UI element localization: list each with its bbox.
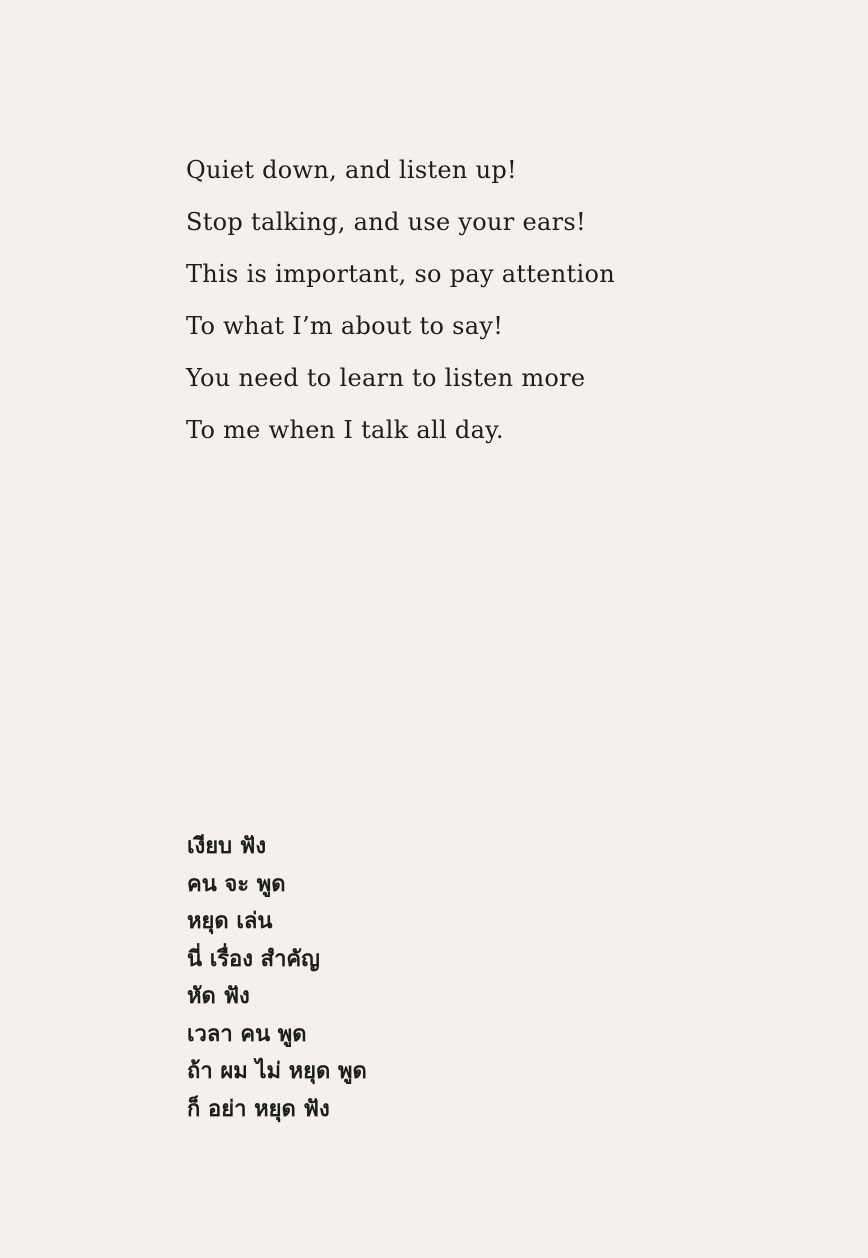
thai-poem-line: คน จะ พูด <box>187 871 286 897</box>
thai-poem-line: หยุด เล่น <box>187 909 273 934</box>
thai-poem-line: เงียบ ฟัง <box>187 834 267 859</box>
poem-line: To me when I talk all day. <box>186 416 504 444</box>
poem-line: You need to learn to listen more <box>186 364 586 392</box>
english-poem <box>186 150 615 462</box>
poem-line: Stop talking, and use your ears! <box>186 208 586 236</box>
thai-poem-line: ถ้า ผม ไม่ หยุด พูด <box>187 1059 367 1084</box>
thai-poem-line: ก็ อย่า หยุด ฟัง <box>187 1096 330 1122</box>
thai-poem-line: นี่ เรื่อง สำคัญ <box>187 946 320 972</box>
poem-line: Quiet down, and listen up! <box>186 156 517 184</box>
poem-line: To what I’m about to say! <box>186 312 504 340</box>
thai-poem <box>187 828 367 1128</box>
poem-line: This is important, so pay attention <box>186 260 615 288</box>
thai-poem-line: เวลา คน พูด <box>187 1021 307 1047</box>
thai-poem-line: หัด ฟัง <box>187 984 250 1009</box>
